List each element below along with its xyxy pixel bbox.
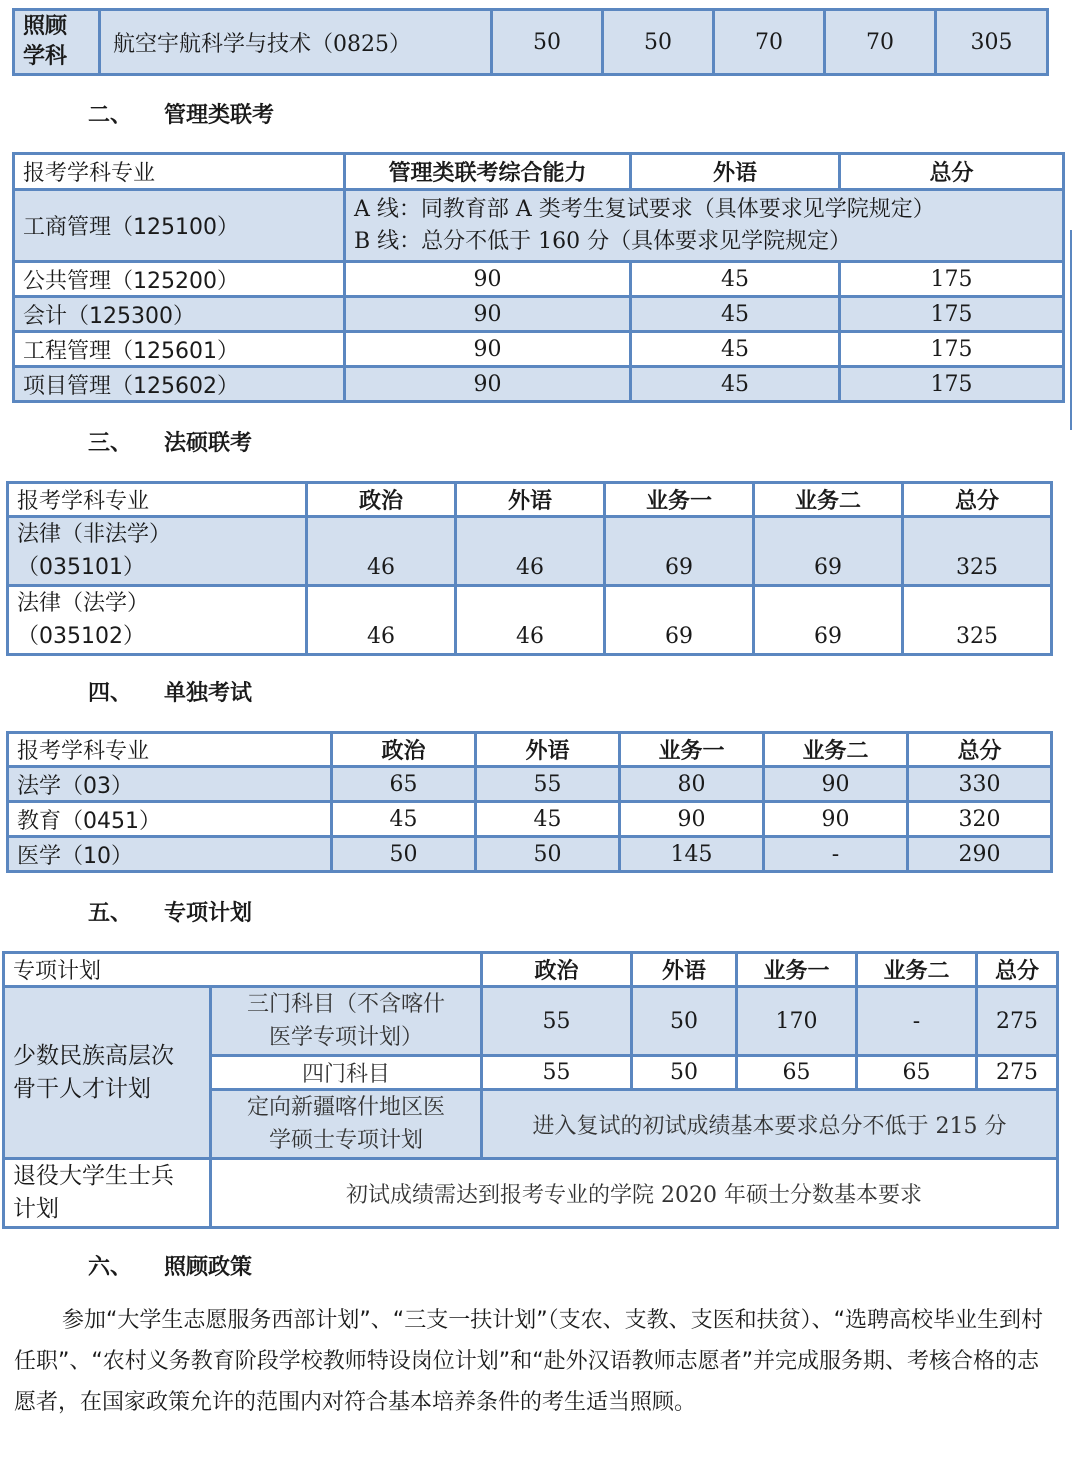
score-cell: 45 <box>631 297 840 332</box>
section-heading <box>88 98 274 129</box>
column-header: 总分 <box>903 483 1052 517</box>
sub-plan-line: 医学专项计划） <box>269 1025 424 1050</box>
column-header: 外语 <box>631 154 840 190</box>
subject-line: （035101） <box>17 555 145 580</box>
score-cell: 90 <box>764 767 908 802</box>
score-cell: 46 <box>307 586 456 655</box>
sub-plan-line: 定向新疆喀什地区医 <box>247 1095 446 1120</box>
table-row <box>14 262 1064 297</box>
score-cell: 175 <box>840 367 1064 402</box>
table-header-row <box>14 154 1064 190</box>
subject-cell: 公共管理（125200） <box>14 262 345 297</box>
subject-cell: 法学（03） <box>8 767 332 802</box>
subject-cell: 医学（10） <box>8 837 332 872</box>
care-subject-table <box>12 8 1049 76</box>
score-cell: 70 <box>714 10 825 75</box>
score-cell: 90 <box>345 332 631 367</box>
score-cell: 275 <box>977 987 1058 1056</box>
column-header: 政治 <box>332 733 476 767</box>
table-row <box>14 190 1064 262</box>
score-cell: 170 <box>737 987 857 1056</box>
sub-plan-line: 三门科目（不含喀什 <box>247 992 446 1017</box>
group-label-line: 退役大学生士兵 <box>13 1163 174 1189</box>
group-label-line: 计划 <box>13 1196 59 1222</box>
score-cell: 45 <box>631 262 840 297</box>
column-header: 报考学科专业 <box>8 483 307 517</box>
score-cell: 55 <box>482 1056 632 1090</box>
score-cell: 50 <box>476 837 620 872</box>
score-cell: 50 <box>632 1056 737 1090</box>
table-header-row <box>8 733 1052 767</box>
score-cell: 50 <box>332 837 476 872</box>
subject-line: 法律（非法学） <box>17 522 172 547</box>
section-number: 三、 <box>88 431 133 456</box>
score-cell: 145 <box>620 837 764 872</box>
group-label-line: 少数民族高层次 <box>13 1042 174 1069</box>
column-header: 报考学科专业 <box>14 154 345 190</box>
group-label-cell <box>4 1159 211 1228</box>
subject-cell: 工程管理（125601） <box>14 332 345 367</box>
independent-exam-table <box>6 731 1053 873</box>
column-header: 总分 <box>908 733 1052 767</box>
column-header: 业务一 <box>737 953 857 987</box>
score-cell: 90 <box>620 802 764 837</box>
subject-line: （035102） <box>17 624 145 649</box>
section-title: 法硕联考 <box>164 431 253 456</box>
subject-cell: 工商管理（125100） <box>14 190 345 262</box>
score-cell: 330 <box>908 767 1052 802</box>
score-cell: 69 <box>754 517 903 586</box>
table-header-row <box>4 953 1058 987</box>
score-cell: 175 <box>840 332 1064 367</box>
score-cell: 50 <box>603 10 714 75</box>
section-title: 管理类联考 <box>164 103 275 128</box>
table-row <box>14 332 1064 367</box>
score-cell: 69 <box>605 517 754 586</box>
group-label-cell <box>4 987 211 1159</box>
score-cell: 45 <box>631 332 840 367</box>
table-row <box>8 517 1052 586</box>
score-cell: 45 <box>332 802 476 837</box>
column-header: 业务二 <box>764 733 908 767</box>
section-title: 照顾政策 <box>164 1255 253 1280</box>
score-cell: 65 <box>332 767 476 802</box>
score-cell: 275 <box>977 1056 1058 1090</box>
label-line: 照顾 <box>23 14 68 39</box>
column-header: 专项计划 <box>4 953 482 987</box>
sub-plan-cell <box>211 1090 482 1159</box>
table-row <box>4 1159 1058 1228</box>
sub-plan-cell: 四门科目 <box>211 1056 482 1090</box>
score-cell: - <box>857 987 977 1056</box>
section-title: 专项计划 <box>164 901 253 926</box>
score-cell: 90 <box>764 802 908 837</box>
table-row <box>8 586 1052 655</box>
score-cell: 90 <box>345 262 631 297</box>
score-cell: 65 <box>737 1056 857 1090</box>
score-cell: 50 <box>632 987 737 1056</box>
special-plan-table <box>2 951 1059 1229</box>
score-cell: 80 <box>620 767 764 802</box>
score-cell: 69 <box>605 586 754 655</box>
score-cell: 50 <box>492 10 603 75</box>
law-exam-table <box>6 481 1053 656</box>
column-header: 政治 <box>307 483 456 517</box>
score-cell: 46 <box>456 517 605 586</box>
subject-cell <box>8 517 307 586</box>
score-cell: 90 <box>345 367 631 402</box>
column-header: 外语 <box>456 483 605 517</box>
score-cell: 55 <box>476 767 620 802</box>
table-row <box>14 367 1064 402</box>
score-cell: 45 <box>631 367 840 402</box>
care-policy-paragraph: 参加“大学生志愿服务西部计划”、“三支一扶计划”（支农、支教、支医和扶贫）、“选聘高校毕业生到村任职”、“农村义务教育阶段学校教师特设岗位计划”和“赴外汉语教师志愿者”并完成服务期、考核合格的志愿者，在国家政策允许的范围内对符合基本培养条件的考生适当照顾。 <box>14 1308 1043 1415</box>
score-cell: 45 <box>476 802 620 837</box>
care-subject-label <box>14 10 100 75</box>
score-cell: 325 <box>903 517 1052 586</box>
column-header: 外语 <box>632 953 737 987</box>
section-number: 二、 <box>88 103 133 128</box>
subject-cell: 教育（0451） <box>8 802 332 837</box>
section-heading <box>88 676 252 707</box>
score-cell: 70 <box>825 10 936 75</box>
score-cell: 69 <box>754 586 903 655</box>
section-heading <box>88 1250 252 1281</box>
score-cell: 90 <box>345 297 631 332</box>
table-row <box>14 297 1064 332</box>
score-cell: 305 <box>936 10 1048 75</box>
section-heading <box>88 426 252 457</box>
column-header: 总分 <box>977 953 1058 987</box>
score-cell: 320 <box>908 802 1052 837</box>
column-header: 业务一 <box>605 483 754 517</box>
score-cell: 65 <box>857 1056 977 1090</box>
management-exam-table <box>12 152 1065 403</box>
sub-plan-cell <box>211 987 482 1056</box>
section-number: 四、 <box>88 681 133 706</box>
sub-plan-line: 学硕士专项计划 <box>269 1128 424 1153</box>
requirement-cell <box>345 190 1064 262</box>
requirement-note: 初试成绩需达到报考专业的学院 2020 年硕士分数基本要求 <box>211 1159 1058 1228</box>
table-header-row <box>8 483 1052 517</box>
page-edge-line <box>1070 230 1072 430</box>
subject-line: 法律（法学） <box>17 591 150 616</box>
score-cell: 175 <box>840 297 1064 332</box>
column-header: 业务二 <box>857 953 977 987</box>
table-row <box>8 837 1052 872</box>
table-row <box>8 802 1052 837</box>
score-cell: 290 <box>908 837 1052 872</box>
column-header: 业务一 <box>620 733 764 767</box>
score-cell: 46 <box>307 517 456 586</box>
column-header: 报考学科专业 <box>8 733 332 767</box>
subject-cell: 项目管理（125602） <box>14 367 345 402</box>
requirement-note: 进入复试的初试成绩基本要求总分不低于 215 分 <box>482 1090 1058 1159</box>
table-row <box>8 767 1052 802</box>
subject-cell: 航空宇航科学与技术（0825） <box>100 10 492 75</box>
label-line: 学科 <box>23 44 68 69</box>
score-cell: 55 <box>482 987 632 1056</box>
line-a-text: A 线：同教育部 A 类考生复试要求（具体要求见学院规定） <box>354 196 935 222</box>
group-label-line: 骨干人才计划 <box>13 1075 151 1102</box>
table-row <box>14 10 1048 75</box>
line-b-text: B 线：总分不低于 160 分（具体要求见学院规定） <box>354 228 852 254</box>
column-header: 政治 <box>482 953 632 987</box>
subject-cell <box>8 586 307 655</box>
column-header: 外语 <box>476 733 620 767</box>
column-header: 业务二 <box>754 483 903 517</box>
subject-cell: 会计（125300） <box>14 297 345 332</box>
section-number: 五、 <box>88 901 133 926</box>
score-cell: 325 <box>903 586 1052 655</box>
table-row <box>4 987 1058 1056</box>
section-number: 六、 <box>88 1255 133 1280</box>
section-heading <box>88 896 252 927</box>
score-cell: 175 <box>840 262 1064 297</box>
score-cell: 46 <box>456 586 605 655</box>
score-cell: - <box>764 837 908 872</box>
section-title: 单独考试 <box>164 681 253 706</box>
column-header: 总分 <box>840 154 1064 190</box>
column-header: 管理类联考综合能力 <box>345 154 631 190</box>
